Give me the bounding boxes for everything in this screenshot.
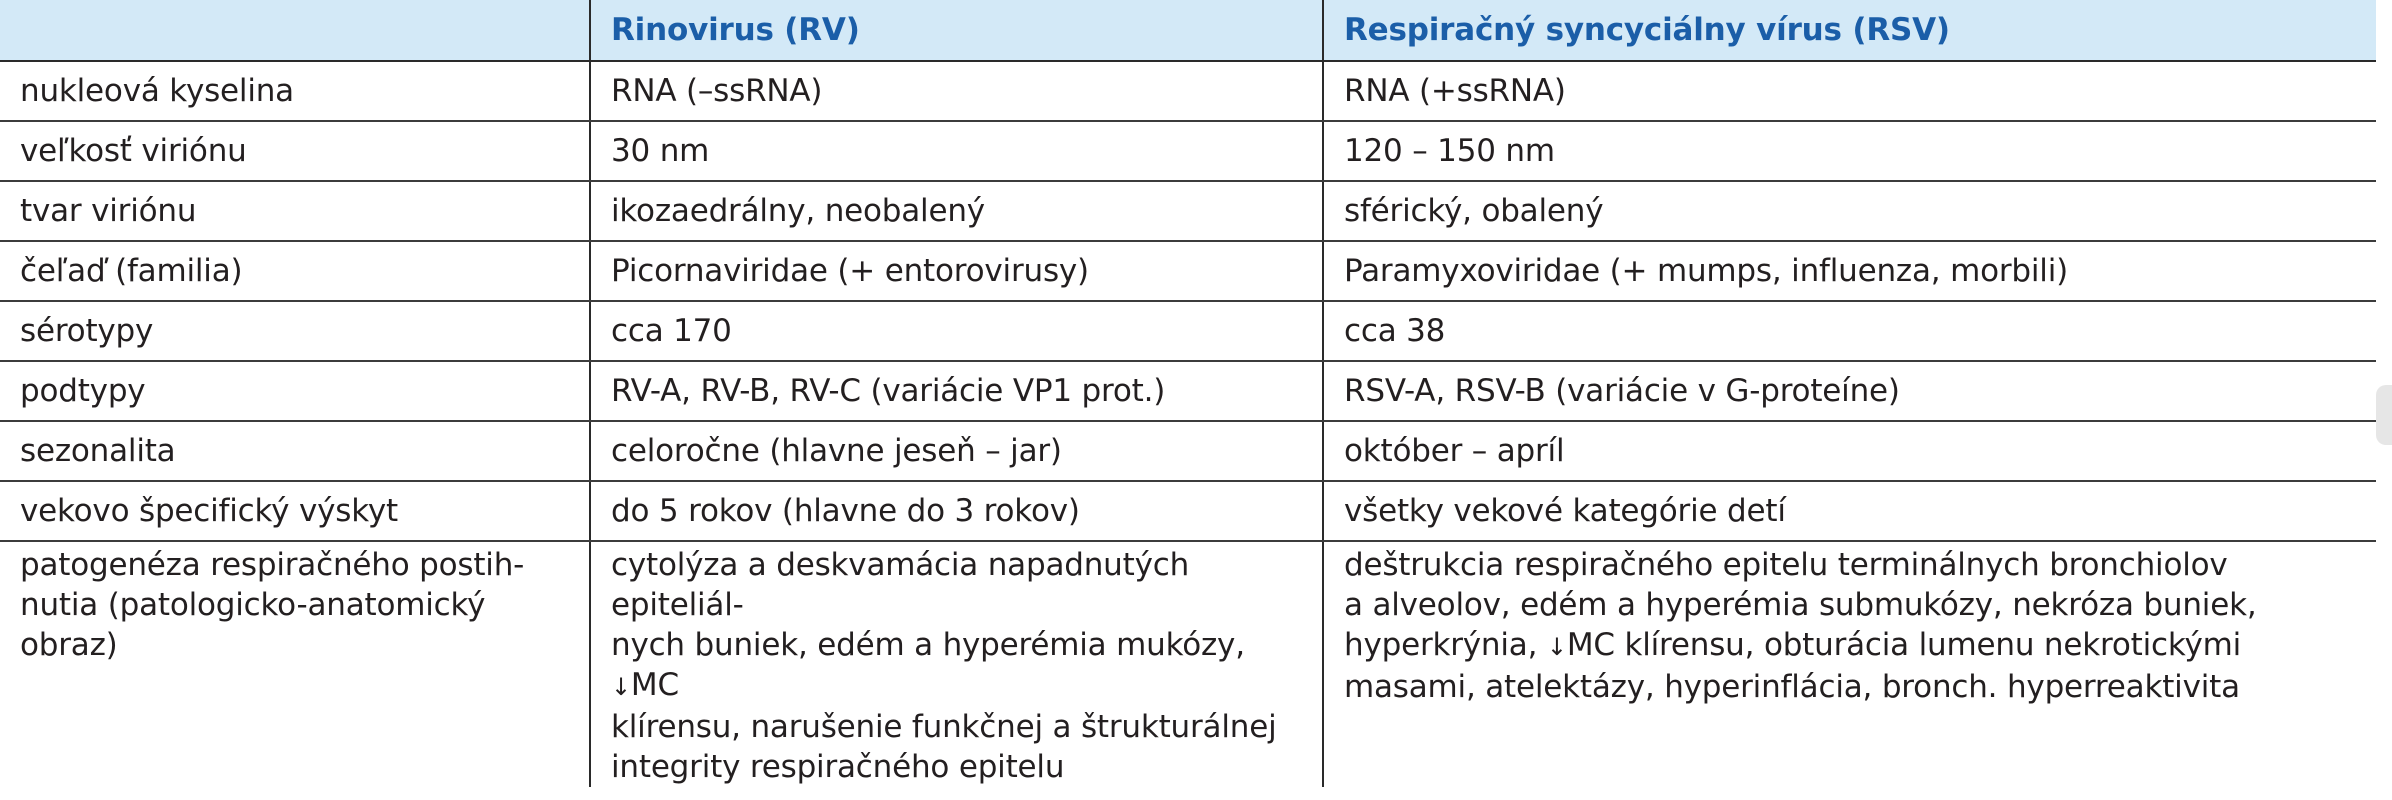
table-row-pathogenesis: [0, 541, 2376, 787]
rv-value: do 5 rokov (hlavne do 3 rokov): [590, 481, 1323, 541]
text-fragment: MC klírensu, obturácia lumenu nekrotickými: [1566, 627, 2242, 663]
rsv-value: október – apríl: [1323, 421, 2376, 481]
text-line: obraz): [20, 627, 118, 663]
rv-value: cca 170: [590, 301, 1323, 361]
rv-value: RV-A, RV-B, RV-C (variácie VP1 prot.): [590, 361, 1323, 421]
table-row: [0, 301, 2376, 361]
row-label: tvar viriónu: [0, 181, 590, 241]
text-line: nutia (patologicko-anatomický: [20, 587, 486, 623]
rv-value-multiline: [590, 541, 1323, 787]
table-row: [0, 361, 2376, 421]
rv-value: ikozaedrálny, neobalený: [590, 181, 1323, 241]
rsv-value: Paramyxoviridae (+ mumps, influenza, morbili): [1323, 241, 2376, 301]
table-row: [0, 241, 2376, 301]
row-label: podtypy: [0, 361, 590, 421]
text-line: patogenéza respiračného postih-: [20, 547, 525, 583]
text-fragment: MC: [630, 667, 679, 703]
rsv-value-multiline: [1323, 541, 2376, 787]
rsv-value: RNA (+ssRNA): [1323, 61, 2376, 121]
row-label-multiline: [0, 541, 590, 787]
row-label: nukleová kyselina: [0, 61, 590, 121]
text-line: hyperkrýnia,: [1344, 627, 1547, 663]
rsv-value: sférický, obalený: [1323, 181, 2376, 241]
text-line: deštrukcia respiračného epitelu terminálnych bronchiolov: [1344, 547, 2228, 583]
text-line: masami, atelektázy, hyperinflácia, bronch. hyperreaktivita: [1344, 669, 2240, 705]
table-row: [0, 421, 2376, 481]
row-label: sezonalita: [0, 421, 590, 481]
table-row: [0, 481, 2376, 541]
text-line: integrity respiračného epitelu: [611, 749, 1065, 785]
rv-value: RNA (–ssRNA): [590, 61, 1323, 121]
header-cell-rv: Rinovirus (RV): [590, 0, 1323, 61]
header-cell-rsv: Respiračný syncyciálny vírus (RSV): [1323, 0, 2376, 61]
rsv-value: všetky vekové kategórie detí: [1323, 481, 2376, 541]
text-line: a alveolov, edém a hyperémia submukózy, nekróza buniek,: [1344, 587, 2257, 623]
row-label: vekovo špecifický výskyt: [0, 481, 590, 541]
table-row: [0, 61, 2376, 121]
rsv-value: cca 38: [1323, 301, 2376, 361]
rv-value: celoročne (hlavne jeseň – jar): [590, 421, 1323, 481]
down-arrow-icon: ↓: [611, 673, 631, 701]
text-line: nych buniek, edém a hyperémia mukózy,: [611, 627, 1245, 663]
row-label: sérotypy: [0, 301, 590, 361]
rv-value: 30 nm: [590, 121, 1323, 181]
table-row: [0, 121, 2376, 181]
down-arrow-icon: ↓: [1546, 633, 1567, 661]
rsv-value: RSV-A, RSV-B (variácie v G-proteíne): [1323, 361, 2376, 421]
rv-value: Picornaviridae (+ entorovirusy): [590, 241, 1323, 301]
header-cell-empty: [0, 0, 590, 61]
page-edge-tab: [2376, 385, 2392, 445]
rsv-value: 120 – 150 nm: [1323, 121, 2376, 181]
text-line: klírensu, narušenie funkčnej a štrukturálnej: [611, 709, 1277, 745]
row-label: veľkosť viriónu: [0, 121, 590, 181]
text-line: cytolýza a deskvamácia napadnutých epiteliál-: [611, 547, 1190, 623]
row-label: čeľaď (familia): [0, 241, 590, 301]
table-header-row: [0, 0, 2376, 61]
table-row: [0, 181, 2376, 241]
